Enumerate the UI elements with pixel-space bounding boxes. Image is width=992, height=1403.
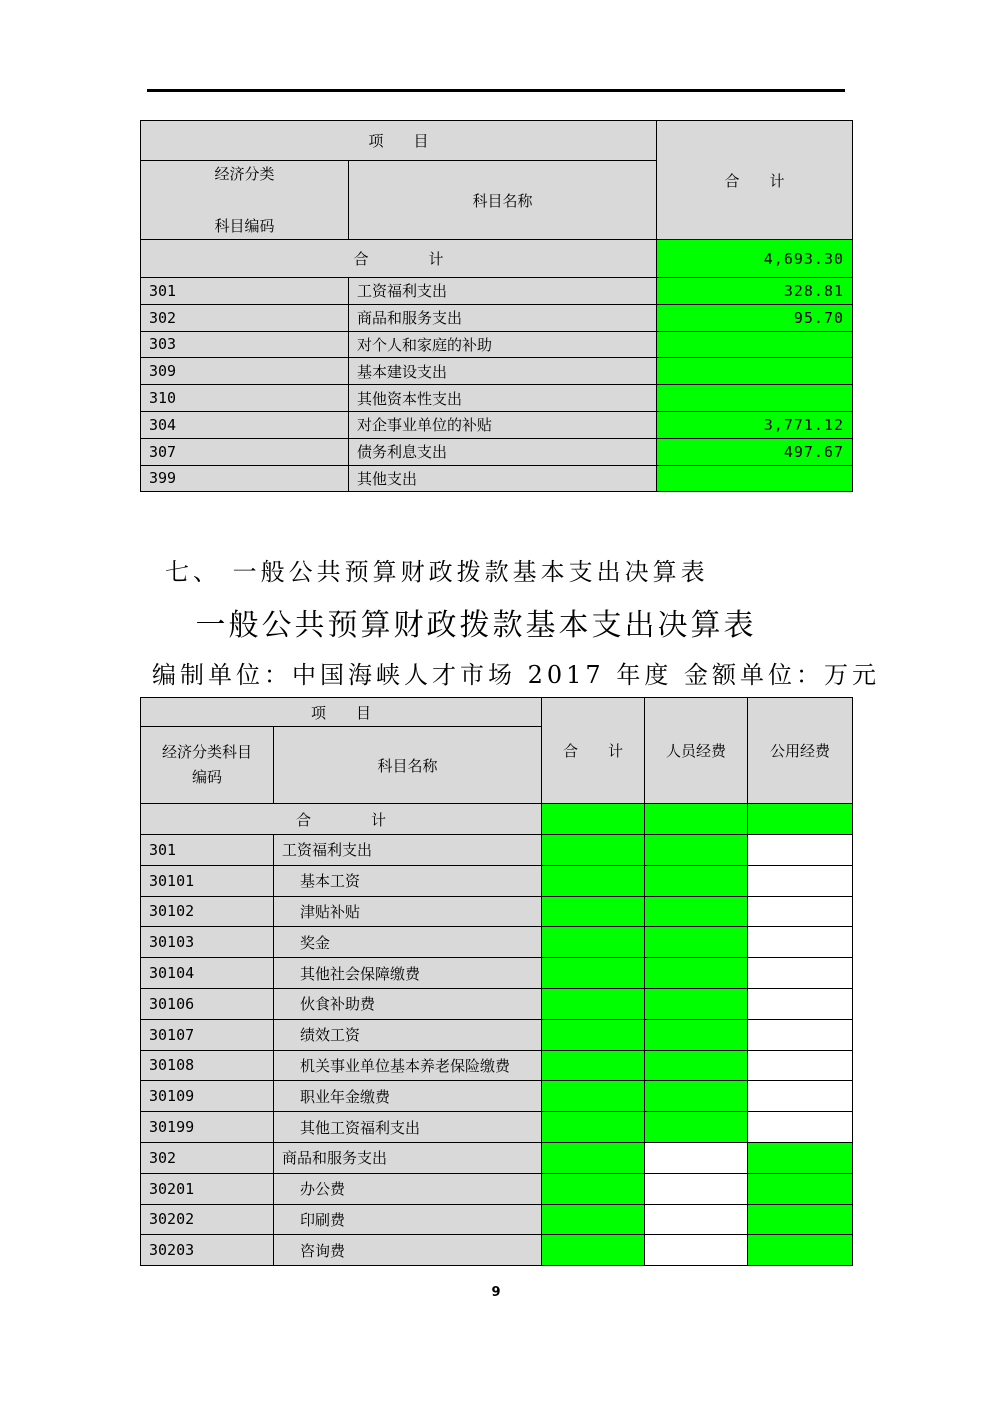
header-project: 项 目 <box>141 121 657 161</box>
row-personnel <box>645 927 748 958</box>
table-row <box>141 927 853 958</box>
row-name: 其他工资福利支出 <box>274 1112 542 1143</box>
row-total <box>542 1173 645 1204</box>
row-name: 对企事业单位的补贴 <box>349 411 657 438</box>
header-econ-class-code <box>141 161 349 240</box>
total-row-total <box>542 804 645 835</box>
row-name: 工资福利支出 <box>349 278 657 305</box>
table-row <box>141 304 853 331</box>
row-public <box>748 1081 853 1112</box>
row-code: 30203 <box>141 1235 274 1266</box>
row-public <box>748 1142 853 1173</box>
row-personnel <box>645 1081 748 1112</box>
row-name: 债务利息支出 <box>349 438 657 465</box>
row-name: 基本工资 <box>274 865 542 896</box>
row-name: 津贴补贴 <box>274 896 542 927</box>
row-code: 302 <box>141 1142 274 1173</box>
row-name: 伙食补助费 <box>274 988 542 1019</box>
row-code: 30109 <box>141 1081 274 1112</box>
row-public <box>748 1235 853 1266</box>
table-row <box>141 385 853 412</box>
row-public <box>748 927 853 958</box>
row-value <box>657 358 853 385</box>
row-personnel <box>645 1050 748 1081</box>
row-code: 30102 <box>141 896 274 927</box>
row-personnel <box>645 1142 748 1173</box>
total-row-label: 合 计 <box>141 240 657 278</box>
row-personnel <box>645 1235 748 1266</box>
row-code: 303 <box>141 331 349 358</box>
row-total <box>542 1050 645 1081</box>
total-row-value: 4,693.30 <box>657 240 853 278</box>
table-row <box>141 278 853 305</box>
header-econ-class: 经济分类 <box>214 165 275 183</box>
row-code: 30107 <box>141 1019 274 1050</box>
header-econ-code <box>141 727 274 804</box>
table-row <box>141 411 853 438</box>
table-row <box>141 896 853 927</box>
row-personnel <box>645 896 748 927</box>
header-econ-code-line1: 经济分类科目 <box>161 743 252 761</box>
row-total <box>542 1081 645 1112</box>
row-name: 工资福利支出 <box>274 835 542 866</box>
table-title: 一般公共预算财政拨款基本支出决算表 <box>195 608 757 643</box>
row-total <box>542 1019 645 1050</box>
header-project: 项 目 <box>141 698 542 727</box>
header-econ-code-line2: 编码 <box>191 768 222 786</box>
total-row-personnel <box>645 804 748 835</box>
page-number: 9 <box>491 1285 501 1300</box>
row-total <box>542 1235 645 1266</box>
row-public <box>748 1173 853 1204</box>
section-heading: 七、 一般公共预算财政拨款基本支出决算表 <box>165 558 709 586</box>
table-row <box>141 1173 853 1204</box>
row-code: 30202 <box>141 1204 274 1235</box>
row-public <box>748 1204 853 1235</box>
row-name: 其他支出 <box>349 465 657 492</box>
row-personnel <box>645 865 748 896</box>
table-row <box>141 1081 853 1112</box>
header-total: 合 计 <box>542 698 645 804</box>
row-name: 其他资本性支出 <box>349 385 657 412</box>
row-code: 310 <box>141 385 349 412</box>
row-total <box>542 927 645 958</box>
row-public <box>748 835 853 866</box>
header-personnel: 人员经费 <box>645 698 748 804</box>
row-value: 95.70 <box>657 304 853 331</box>
row-name: 职业年金缴费 <box>274 1081 542 1112</box>
header-subject-code: 科目编码 <box>214 217 275 235</box>
row-code: 30103 <box>141 927 274 958</box>
expenditure-summary-table <box>140 120 853 492</box>
header-total: 合 计 <box>657 121 853 240</box>
row-code: 301 <box>141 278 349 305</box>
row-value: 497.67 <box>657 438 853 465</box>
table-row <box>141 358 853 385</box>
row-name: 印刷费 <box>274 1204 542 1235</box>
row-value <box>657 385 853 412</box>
table-row <box>141 331 853 358</box>
row-personnel <box>645 1173 748 1204</box>
row-code: 30108 <box>141 1050 274 1081</box>
table-row <box>141 1019 853 1050</box>
row-name: 商品和服务支出 <box>349 304 657 331</box>
row-personnel <box>645 958 748 989</box>
row-code: 307 <box>141 438 349 465</box>
row-code: 304 <box>141 411 349 438</box>
table-row <box>141 1142 853 1173</box>
row-code: 30106 <box>141 988 274 1019</box>
header-subject-name: 科目名称 <box>349 161 657 240</box>
row-total <box>542 1112 645 1143</box>
row-code: 399 <box>141 465 349 492</box>
table-row <box>141 465 853 492</box>
row-name: 绩效工资 <box>274 1019 542 1050</box>
row-value <box>657 331 853 358</box>
row-name: 其他社会保障缴费 <box>274 958 542 989</box>
row-total <box>542 1204 645 1235</box>
row-code: 309 <box>141 358 349 385</box>
total-row-public <box>748 804 853 835</box>
row-name: 办公费 <box>274 1173 542 1204</box>
row-total <box>542 896 645 927</box>
row-value: 328.81 <box>657 278 853 305</box>
total-row-label: 合 计 <box>141 804 542 835</box>
table-row <box>141 988 853 1019</box>
row-name: 基本建设支出 <box>349 358 657 385</box>
row-code: 30199 <box>141 1112 274 1143</box>
row-total <box>542 958 645 989</box>
row-personnel <box>645 1204 748 1235</box>
row-personnel <box>645 835 748 866</box>
table-row <box>141 438 853 465</box>
table-row <box>141 1050 853 1081</box>
table-row <box>141 1204 853 1235</box>
row-personnel <box>645 1019 748 1050</box>
table-row <box>141 958 853 989</box>
row-name: 商品和服务支出 <box>274 1142 542 1173</box>
table-row <box>141 1235 853 1266</box>
row-total <box>542 1142 645 1173</box>
row-name: 机关事业单位基本养老保险缴费 <box>274 1050 542 1081</box>
row-name: 对个人和家庭的补助 <box>349 331 657 358</box>
table-row <box>141 835 853 866</box>
row-value <box>657 465 853 492</box>
row-personnel <box>645 1112 748 1143</box>
row-public <box>748 958 853 989</box>
row-name: 咨询费 <box>274 1235 542 1266</box>
row-total <box>542 865 645 896</box>
header-rule <box>147 89 845 92</box>
basic-expenditure-table <box>140 697 853 1266</box>
unit-line: 编制单位：中国海峡人才市场 2017 年度 金额单位：万元 <box>152 661 880 689</box>
row-total <box>542 988 645 1019</box>
row-total <box>542 835 645 866</box>
row-code: 302 <box>141 304 349 331</box>
header-subject-name: 科目名称 <box>274 727 542 804</box>
row-public <box>748 896 853 927</box>
row-code: 301 <box>141 835 274 866</box>
row-public <box>748 988 853 1019</box>
row-public <box>748 1050 853 1081</box>
row-public <box>748 865 853 896</box>
row-public <box>748 1112 853 1143</box>
row-public <box>748 1019 853 1050</box>
table-row <box>141 1112 853 1143</box>
row-personnel <box>645 988 748 1019</box>
row-value: 3,771.12 <box>657 411 853 438</box>
row-code: 30101 <box>141 865 274 896</box>
table-row <box>141 865 853 896</box>
row-name: 奖金 <box>274 927 542 958</box>
row-code: 30104 <box>141 958 274 989</box>
header-public: 公用经费 <box>748 698 853 804</box>
row-code: 30201 <box>141 1173 274 1204</box>
